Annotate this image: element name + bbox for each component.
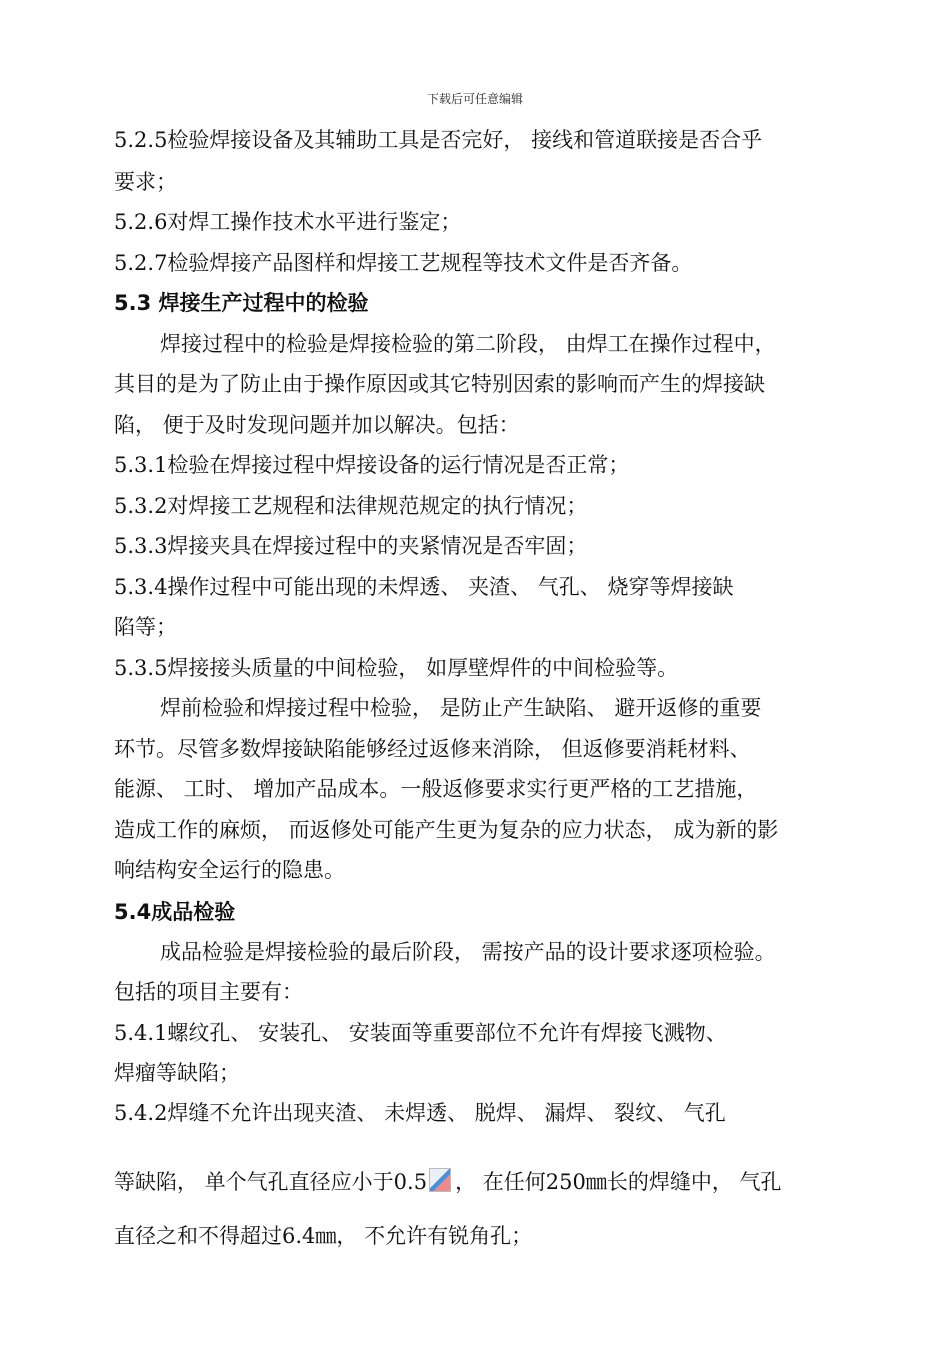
text-line: 要求； — [114, 170, 177, 194]
list-item: 5.4.1螺纹孔、 安装孔、 安装面等重要部位不允许有焊接飞溅物、 — [114, 1021, 727, 1045]
page-header: 下载后可任意编辑 — [426, 92, 523, 106]
list-item: 5.4.2焊缝不允许出现夹渣、 未焊透、 脱焊、 漏焊、 裂纹、 气孔 — [114, 1101, 726, 1125]
paragraph-line: 陷， 便于及时发现问题并加以解决。包括： — [114, 413, 520, 437]
paragraph-line: 成品检验是焊接检验的最后阶段， 需按产品的设计要求逐项检验。 — [160, 940, 776, 964]
paragraph-line: 其目的是为了防止由于操作原因或其它特别因索的影响而产生的焊接缺 — [114, 372, 765, 396]
paragraph-line: 焊接过程中的检验是焊接检验的第二阶段， 由焊工在操作过程中， — [160, 332, 776, 356]
list-item: 5.3.3焊接夹具在焊接过程中的夹紧情况是否牢固； — [114, 534, 588, 558]
paragraph-line: 包括的项目主要有： — [114, 980, 303, 1004]
paragraph-line: 能源、 工时、 增加产品成本。一般返修要求实行更严格的工艺措施， — [114, 777, 758, 801]
text-segment: 等缺陷， 单个气孔直径应小于0.5 — [114, 1170, 428, 1194]
broken-image-icon — [429, 1168, 451, 1192]
list-item: 焊瘤等缺陷； — [114, 1061, 240, 1085]
list-item: 直径之和不得超过6.4㎜， 不允许有锐角孔； — [114, 1224, 533, 1248]
paragraph-line: 响结构安全运行的隐患。 — [114, 858, 345, 882]
text-line: 5.2.6对焊工操作技术水平进行鉴定； — [114, 210, 462, 234]
list-item: 5.3.5焊接接头质量的中间检验， 如厚壁焊件的中间检验等。 — [114, 656, 679, 680]
text-segment: ， 在任何250㎜长的焊缝中， 气孔 — [455, 1170, 782, 1194]
section-heading: 5.3 焊接生产过程中的检验 — [114, 291, 369, 315]
list-item: 陷等； — [114, 615, 177, 639]
text-line: 5.2.5检验焊接设备及其辅助工具是否完好， 接线和管道联接是否合乎 — [114, 128, 763, 152]
list-item: 5.3.4操作过程中可能出现的未焊透、 夹渣、 气孔、 烧穿等焊接缺 — [114, 575, 734, 599]
paragraph-line: 造成工作的麻烦， 而返修处可能产生更为复杂的应力状态， 成为新的影 — [114, 818, 779, 842]
list-item: 5.3.1检验在焊接过程中焊接设备的运行情况是否正常； — [114, 453, 630, 477]
list-item: 5.3.2对焊接工艺规程和法律规范规定的执行情况； — [114, 494, 588, 518]
paragraph-line: 焊前检验和焊接过程中检验， 是防止产生缺陷、 避开返修的重要 — [160, 696, 762, 720]
text-line: 5.2.7检验焊接产品图样和焊接工艺规程等技术文件是否齐备。 — [114, 251, 693, 275]
section-heading: 5.4成品检验 — [114, 900, 236, 924]
list-item — [114, 1168, 782, 1196]
paragraph-line: 环节。尽管多数焊接缺陷能够经过返修来消除， 但返修要消耗材料、 — [114, 737, 751, 761]
